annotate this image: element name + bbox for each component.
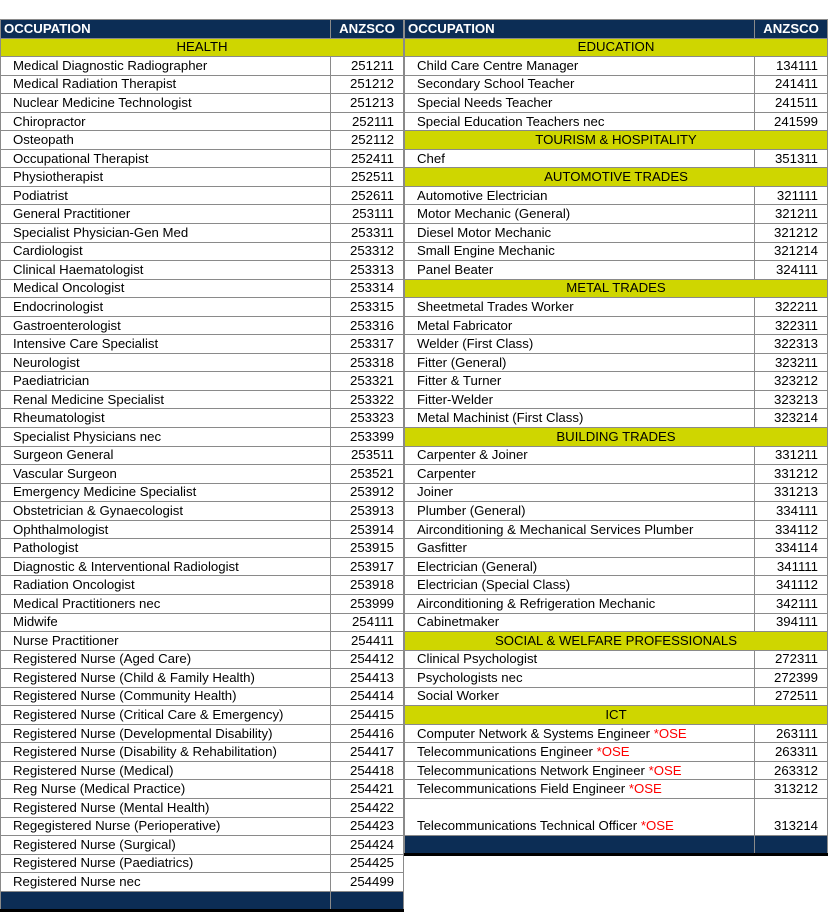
occupation-cell: Plumber (General) <box>405 502 755 521</box>
anzsco-code-cell: 394111 <box>755 613 828 632</box>
occupation-cell: Registered Nurse (Surgical) <box>1 836 331 855</box>
occupation-cell: Gastroenterologist <box>1 316 331 335</box>
table-row <box>1 242 404 261</box>
table-row <box>405 372 828 391</box>
occupation-cell: Medical Diagnostic Radiographer <box>1 57 331 76</box>
occupation-cell: Sheetmetal Trades Worker <box>405 298 755 317</box>
table-row <box>1 186 404 205</box>
occupation-cell: Renal Medicine Specialist <box>1 390 331 409</box>
table-row <box>405 316 828 335</box>
table-row <box>1 780 404 799</box>
section-row <box>405 428 828 447</box>
table-row <box>405 761 828 780</box>
occupation-cell: Secondary School Teacher <box>405 75 755 94</box>
table-row <box>405 149 828 168</box>
anzsco-code-cell: 272511 <box>755 687 828 706</box>
section-row <box>405 279 828 298</box>
table-row <box>1 94 404 113</box>
anzsco-code-cell: 252611 <box>331 186 404 205</box>
section-title: BUILDING TRADES <box>405 428 828 447</box>
table-row <box>1 520 404 539</box>
anzsco-column-header: ANZSCO <box>755 20 828 39</box>
table-row <box>1 409 404 428</box>
anzsco-code-cell: 253521 <box>331 465 404 484</box>
anzsco-code-cell: 263312 <box>755 761 828 780</box>
occupation-cell: Electrician (General) <box>405 557 755 576</box>
anzsco-code-cell: 322311 <box>755 316 828 335</box>
occupation-cell: Motor Mechanic (General) <box>405 205 755 224</box>
occupation-cell: Registered Nurse (Developmental Disability) <box>1 724 331 743</box>
occupation-cell: Nurse Practitioner <box>1 632 331 651</box>
occupation-cell: Podiatrist <box>1 186 331 205</box>
table-row <box>1 112 404 131</box>
table-row <box>405 261 828 280</box>
anzsco-code-cell: 253917 <box>331 557 404 576</box>
table-row <box>405 446 828 465</box>
table-header-row <box>1 20 404 39</box>
table-row <box>405 353 828 372</box>
occupation-cell: Intensive Care Specialist <box>1 335 331 354</box>
anzsco-code-cell: 313212 <box>755 780 828 799</box>
anzsco-code-cell: 253313 <box>331 261 404 280</box>
anzsco-code-cell: 323214 <box>755 409 828 428</box>
anzsco-code-cell: 253323 <box>331 409 404 428</box>
occupation-cell: Nuclear Medicine Technologist <box>1 94 331 113</box>
anzsco-code-cell: 254111 <box>331 613 404 632</box>
table-row <box>1 576 404 595</box>
anzsco-code-cell: 334112 <box>755 520 828 539</box>
occupation-cell: Metal Fabricator <box>405 316 755 335</box>
anzsco-code-cell: 321111 <box>755 186 828 205</box>
table-row <box>405 669 828 688</box>
occupation-cell: Registered Nurse (Critical Care & Emergency) <box>1 706 331 725</box>
anzsco-code-cell: 254413 <box>331 669 404 688</box>
ose-marker: *OSE <box>640 817 674 833</box>
table-row <box>1 57 404 76</box>
anzsco-code-cell: 254425 <box>331 854 404 873</box>
table-row <box>405 390 828 409</box>
anzsco-code-cell: 253399 <box>331 428 404 447</box>
table-row <box>405 502 828 521</box>
section-row <box>405 706 828 725</box>
anzsco-code-cell: 323213 <box>755 390 828 409</box>
section-title: AUTOMOTIVE TRADES <box>405 168 828 187</box>
occupation-cell: Registered Nurse (Medical) <box>1 761 331 780</box>
occupation-cell: Endocrinologist <box>1 298 331 317</box>
table-row <box>1 465 404 484</box>
table-row <box>1 817 404 836</box>
occupation-cell: Pathologist <box>1 539 331 558</box>
section-title: SOCIAL & WELFARE PROFESSIONALS <box>405 632 828 651</box>
table-row <box>1 224 404 243</box>
anzsco-code-cell: 272399 <box>755 669 828 688</box>
occupation-cell: Emergency Medicine Specialist <box>1 483 331 502</box>
table-row <box>1 483 404 502</box>
occupation-cell: Automotive Electrician <box>405 186 755 205</box>
anzsco-code-cell: 253315 <box>331 298 404 317</box>
occupation-cell: Reg Nurse (Medical Practice) <box>1 780 331 799</box>
occupation-cell: Diagnostic & Interventional Radiologist <box>1 557 331 576</box>
table-footer-row <box>405 835 828 854</box>
occupation-cell: General Practitioner <box>1 205 331 224</box>
anzsco-code-cell: 253914 <box>331 520 404 539</box>
table-row <box>1 428 404 447</box>
occupation-cell: Paediatrician <box>1 372 331 391</box>
table-row <box>1 836 404 855</box>
anzsco-code-cell: 253322 <box>331 390 404 409</box>
occupation-cell: Specialist Physicians nec <box>1 428 331 447</box>
anzsco-code-cell: 241599 <box>755 112 828 131</box>
occupation-cell <box>405 724 755 743</box>
occupation-cell: Joiner <box>405 483 755 502</box>
table-row <box>1 353 404 372</box>
table-row <box>1 149 404 168</box>
table-row <box>1 854 404 873</box>
anzsco-code-cell: 254416 <box>331 724 404 743</box>
anzsco-code-cell: 254415 <box>331 706 404 725</box>
section-title: HEALTH <box>1 38 404 57</box>
table-row <box>1 261 404 280</box>
section-title: EDUCATION <box>405 38 828 57</box>
anzsco-code-cell: 254417 <box>331 743 404 762</box>
anzsco-code-cell: 263111 <box>755 724 828 743</box>
table-row <box>405 57 828 76</box>
table-row <box>1 873 404 892</box>
anzsco-code-cell: 252111 <box>331 112 404 131</box>
anzsco-code-cell: 253918 <box>331 576 404 595</box>
anzsco-code-cell: 331213 <box>755 483 828 502</box>
table-row <box>405 520 828 539</box>
anzsco-code-cell: 253915 <box>331 539 404 558</box>
table-row <box>405 465 828 484</box>
occupation-cell: Medical Radiation Therapist <box>1 75 331 94</box>
anzsco-code-cell: 253314 <box>331 279 404 298</box>
occupation-cell: Surgeon General <box>1 446 331 465</box>
table-row <box>405 724 828 743</box>
anzsco-code-cell: 254418 <box>331 761 404 780</box>
table-row <box>1 798 404 817</box>
table-row <box>1 298 404 317</box>
anzsco-code-cell: 251213 <box>331 94 404 113</box>
table-row <box>405 186 828 205</box>
footer-cell <box>331 891 404 910</box>
anzsco-code-cell: 272311 <box>755 650 828 669</box>
occupation-cell: Regegistered Nurse (Perioperative) <box>1 817 331 836</box>
table-row <box>1 743 404 762</box>
anzsco-code-cell: 252411 <box>331 149 404 168</box>
occupation-cell: Medical Practitioners nec <box>1 594 331 613</box>
occupation-cell <box>405 761 755 780</box>
table-row <box>1 131 404 150</box>
anzsco-code-cell: 252112 <box>331 131 404 150</box>
occupation-name: Computer Network & Systems Engineer <box>417 725 651 741</box>
anzsco-column-header: ANZSCO <box>331 20 404 39</box>
anzsco-code-cell: 252511 <box>331 168 404 187</box>
footer-cell <box>755 835 828 854</box>
occupation-column-header: OCCUPATION <box>405 20 755 39</box>
section-title: ICT <box>405 706 828 725</box>
anzsco-code-cell: 321211 <box>755 205 828 224</box>
table-row <box>405 298 828 317</box>
occupation-cell: Radiation Oncologist <box>1 576 331 595</box>
table-row <box>405 557 828 576</box>
anzsco-code-cell: 254421 <box>331 780 404 799</box>
anzsco-code-cell: 134111 <box>755 57 828 76</box>
occupation-cell: Registered Nurse (Community Health) <box>1 687 331 706</box>
occupation-cell: Diesel Motor Mechanic <box>405 224 755 243</box>
occupation-cell: Special Education Teachers nec <box>405 112 755 131</box>
occupation-cell: Vascular Surgeon <box>1 465 331 484</box>
occupation-cell: Cabinetmaker <box>405 613 755 632</box>
anzsco-code-cell: 334111 <box>755 502 828 521</box>
anzsco-code-cell: 331212 <box>755 465 828 484</box>
ose-marker: *OSE <box>628 781 662 797</box>
anzsco-code-cell: 321212 <box>755 224 828 243</box>
occupation-cell: Osteopath <box>1 131 331 150</box>
anzsco-code-cell: 313214 <box>755 798 828 835</box>
anzsco-code-cell: 253311 <box>331 224 404 243</box>
anzsco-code-cell: 342111 <box>755 594 828 613</box>
anzsco-code-cell: 254499 <box>331 873 404 892</box>
occupation-cell <box>405 743 755 762</box>
table-row <box>405 224 828 243</box>
table-row <box>405 798 828 835</box>
anzsco-code-cell: 253318 <box>331 353 404 372</box>
trades-occupation-table <box>404 19 828 856</box>
occupation-cell: Fitter & Turner <box>405 372 755 391</box>
occupation-cell: Physiotherapist <box>1 168 331 187</box>
occupation-cell: Social Worker <box>405 687 755 706</box>
anzsco-code-cell: 253912 <box>331 483 404 502</box>
occupation-cell: Clinical Psychologist <box>405 650 755 669</box>
table-header-row <box>405 20 828 39</box>
occupation-cell: Chiropractor <box>1 112 331 131</box>
anzsco-code-cell: 254424 <box>331 836 404 855</box>
section-row <box>405 632 828 651</box>
footer-cell <box>1 891 331 910</box>
footer-cell <box>405 835 755 854</box>
table-row <box>405 539 828 558</box>
section-row <box>405 131 828 150</box>
occupation-cell: Panel Beater <box>405 261 755 280</box>
table-row <box>1 650 404 669</box>
table-row <box>1 557 404 576</box>
table-row <box>405 112 828 131</box>
anzsco-code-cell: 321214 <box>755 242 828 261</box>
section-title: METAL TRADES <box>405 279 828 298</box>
table-row <box>1 205 404 224</box>
occupation-cell: Registered Nurse (Disability & Rehabilitation) <box>1 743 331 762</box>
anzsco-code-cell: 351311 <box>755 149 828 168</box>
table-row <box>1 446 404 465</box>
anzsco-code-cell: 253511 <box>331 446 404 465</box>
table-row <box>1 75 404 94</box>
table-row <box>1 168 404 187</box>
table-row <box>1 316 404 335</box>
occupation-cell <box>405 780 755 799</box>
occupation-cell: Registered Nurse (Child & Family Health) <box>1 669 331 688</box>
table-row <box>1 539 404 558</box>
anzsco-code-cell: 322313 <box>755 335 828 354</box>
health-occupation-table <box>0 19 404 912</box>
table-row <box>1 687 404 706</box>
occupation-cell: Clinical Haematologist <box>1 261 331 280</box>
occupation-cell: Ophthalmologist <box>1 520 331 539</box>
table-row <box>405 205 828 224</box>
anzsco-code-cell: 254411 <box>331 632 404 651</box>
occupation-name: Telecommunications Technical Officer <box>417 817 638 833</box>
anzsco-code-cell: 322211 <box>755 298 828 317</box>
table-row <box>1 372 404 391</box>
occupation-cell: Rheumatologist <box>1 409 331 428</box>
occupation-column-header: OCCUPATION <box>1 20 331 39</box>
occupation-cell: Occupational Therapist <box>1 149 331 168</box>
table-row <box>405 335 828 354</box>
occupation-name: Telecommunications Network Engineer <box>417 762 645 778</box>
occupation-cell: Psychologists nec <box>405 669 755 688</box>
occupation-cell: Special Needs Teacher <box>405 94 755 113</box>
section-row <box>1 38 404 57</box>
table-row <box>405 594 828 613</box>
table-row <box>1 335 404 354</box>
section-title: TOURISM & HOSPITALITY <box>405 131 828 150</box>
table-row <box>405 242 828 261</box>
table-row <box>405 613 828 632</box>
table-row <box>405 483 828 502</box>
table-row <box>405 743 828 762</box>
anzsco-code-cell: 254423 <box>331 817 404 836</box>
anzsco-code-cell: 253312 <box>331 242 404 261</box>
table-row <box>405 576 828 595</box>
occupation-cell: Electrician (Special Class) <box>405 576 755 595</box>
occupation-cell: Midwife <box>1 613 331 632</box>
ose-marker: *OSE <box>648 762 682 778</box>
anzsco-code-cell: 253913 <box>331 502 404 521</box>
occupation-cell: Neurologist <box>1 353 331 372</box>
occupation-cell: Registered Nurse nec <box>1 873 331 892</box>
anzsco-code-cell: 251211 <box>331 57 404 76</box>
anzsco-code-cell: 254422 <box>331 798 404 817</box>
table-row <box>1 502 404 521</box>
occupation-cell: Welder (First Class) <box>405 335 755 354</box>
table-row <box>405 75 828 94</box>
ose-marker: *OSE <box>653 725 687 741</box>
occupation-cell: Registered Nurse (Mental Health) <box>1 798 331 817</box>
occupation-cell: Carpenter & Joiner <box>405 446 755 465</box>
occupation-cell: Airconditioning & Refrigeration Mechanic <box>405 594 755 613</box>
section-row <box>405 168 828 187</box>
occupation-cell: Carpenter <box>405 465 755 484</box>
table-row <box>1 390 404 409</box>
section-row <box>405 38 828 57</box>
anzsco-code-cell: 253321 <box>331 372 404 391</box>
table-row <box>1 279 404 298</box>
table-row <box>405 780 828 799</box>
occupation-cell: Chef <box>405 149 755 168</box>
anzsco-code-cell: 253111 <box>331 205 404 224</box>
occupation-cell: Specialist Physician-Gen Med <box>1 224 331 243</box>
occupation-cell: Medical Oncologist <box>1 279 331 298</box>
occupation-cell: Obstetrician & Gynaecologist <box>1 502 331 521</box>
table-row <box>1 724 404 743</box>
occupation-name: Telecommunications Engineer <box>417 744 593 760</box>
table-row <box>1 613 404 632</box>
anzsco-code-cell: 263311 <box>755 743 828 762</box>
occupation-cell <box>405 798 755 835</box>
table-footer-row <box>1 891 404 910</box>
occupation-cell: Fitter (General) <box>405 353 755 372</box>
occupation-cell: Registered Nurse (Paediatrics) <box>1 854 331 873</box>
occupation-cell: Airconditioning & Mechanical Services Plumber <box>405 520 755 539</box>
occupation-name: Telecommunications Field Engineer <box>417 781 626 797</box>
anzsco-code-cell: 341112 <box>755 576 828 595</box>
occupation-cell: Fitter-Welder <box>405 390 755 409</box>
anzsco-code-cell: 254412 <box>331 650 404 669</box>
ose-marker: *OSE <box>596 744 630 760</box>
occupation-cell: Registered Nurse (Aged Care) <box>1 650 331 669</box>
anzsco-code-cell: 241411 <box>755 75 828 94</box>
occupation-cell: Metal Machinist (First Class) <box>405 409 755 428</box>
anzsco-code-cell: 253999 <box>331 594 404 613</box>
table-row <box>1 669 404 688</box>
table-row <box>1 632 404 651</box>
anzsco-code-cell: 253317 <box>331 335 404 354</box>
table-row <box>405 409 828 428</box>
anzsco-code-cell: 251212 <box>331 75 404 94</box>
occupation-cell: Cardiologist <box>1 242 331 261</box>
anzsco-code-cell: 253316 <box>331 316 404 335</box>
anzsco-code-cell: 241511 <box>755 94 828 113</box>
anzsco-code-cell: 254414 <box>331 687 404 706</box>
anzsco-code-cell: 323212 <box>755 372 828 391</box>
table-row <box>1 594 404 613</box>
anzsco-code-cell: 331211 <box>755 446 828 465</box>
table-row <box>1 761 404 780</box>
occupation-cell: Gasfitter <box>405 539 755 558</box>
table-row <box>405 650 828 669</box>
anzsco-code-cell: 324111 <box>755 261 828 280</box>
anzsco-code-cell: 323211 <box>755 353 828 372</box>
anzsco-code-cell: 341111 <box>755 557 828 576</box>
table-row <box>405 687 828 706</box>
table-row <box>405 94 828 113</box>
table-row <box>1 706 404 725</box>
occupation-cell: Child Care Centre Manager <box>405 57 755 76</box>
occupation-cell: Small Engine Mechanic <box>405 242 755 261</box>
anzsco-code-cell: 334114 <box>755 539 828 558</box>
